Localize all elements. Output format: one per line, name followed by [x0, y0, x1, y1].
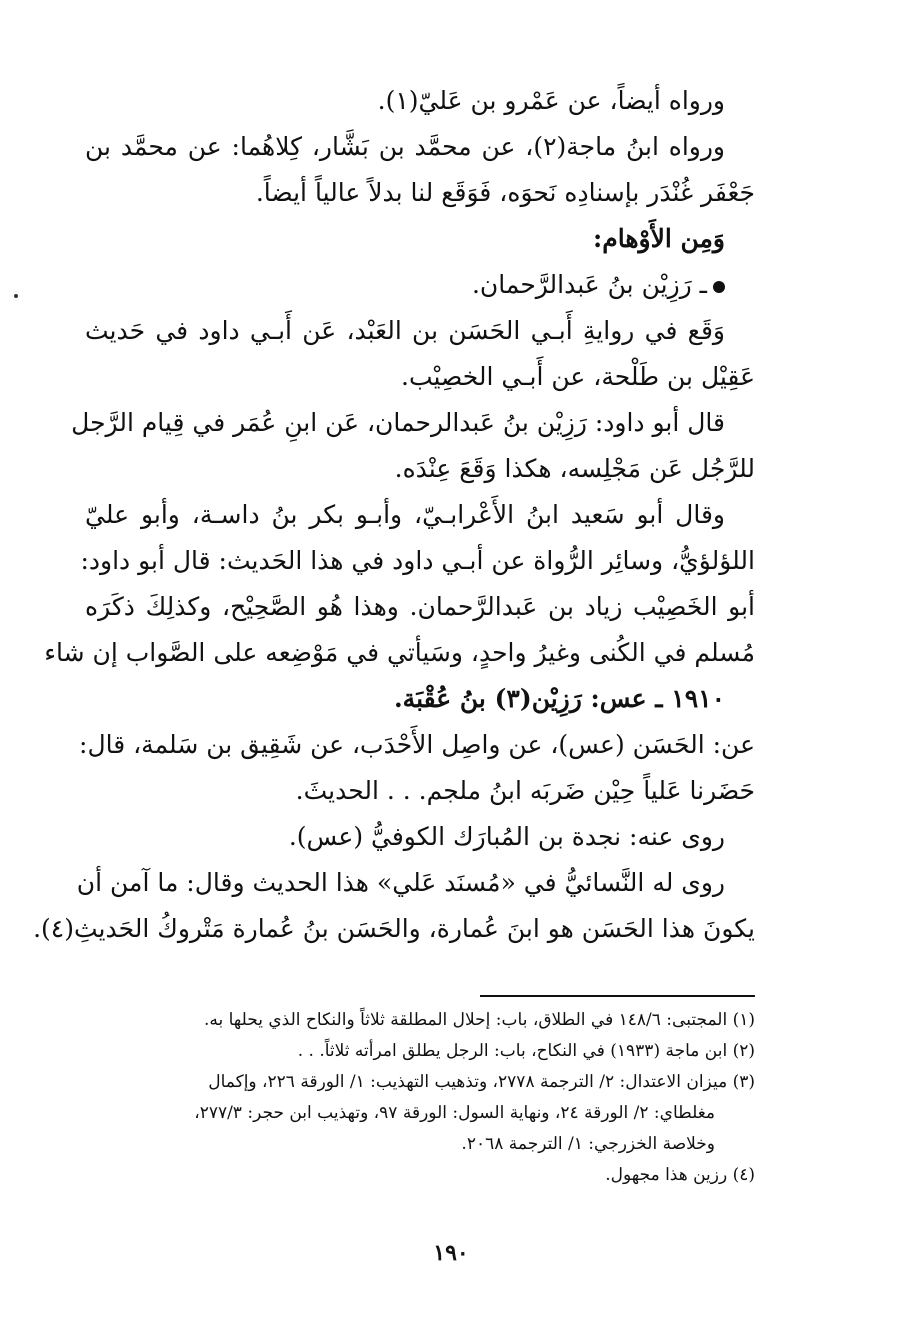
body-line: مُسلم في الكُنى وغيرُ واحدٍ، وسَيأتي في مَوْضِعه على الصَّواب إن شاء: [44, 638, 755, 667]
body-line: للرَّجُل عَن مَجْلِسه، هكذا وَقَعَ عِنْدَه.: [394, 454, 755, 483]
margin-speck: [14, 294, 18, 298]
footnote-continuation: وخلاصة الخزرجي: ١/ الترجمة ٢٠٦٨.: [461, 1134, 715, 1154]
page-number: ١٩٠: [433, 1240, 469, 1266]
section-heading: وَمِن الأَوْهام:: [593, 224, 725, 253]
footnote: (١) المجتبى: ١٤٨/٦ في الطلاق، باب: إحلال المطلقة ثلاثاً والنكاح الذي يحلها به.: [203, 1010, 755, 1030]
footnote-separator: [480, 995, 755, 997]
body-line: ورواه ابنُ ماجة(٢)، عن محمَّد بن بَشَّار، كِلاهُما: عن محمَّد بن: [85, 132, 725, 161]
footnotes: [85, 1005, 755, 1191]
body-line: جَعْفَر غُنْدَر بإسنادِه نَحوَه، فَوَقَع لنا بدلاً عالياً أيضاً.: [255, 178, 755, 207]
body-line: روى له النَّسائيُّ في «مُسنَد عَلي» هذا الحديث وقال: ما آمن أن: [76, 868, 725, 897]
body-line: يكونَ هذا الحَسَن هو ابنَ عُمارة، والحَسَن بنُ عُمارة مَتْروكُ الحَديثِ(٤).: [33, 914, 755, 943]
footnote-continuation: مغلطاي: ٢/ الورقة ٢٤، ونهاية السول: الورقة ٩٧، وتهذيب ابن حجر: ٢٧٧/٣،: [194, 1103, 715, 1123]
body-line: عن: الحَسَن (عس)، عن واصِل الأَحْدَب، عن شَقِيق بن سَلمة، قال:: [79, 730, 755, 759]
entry-heading: [85, 262, 755, 308]
body-line: وقال أبو سَعيد ابنُ الأَعْرابـيّ، وأبـو بكر بنُ داسـة، وأبو عليّ: [85, 500, 725, 529]
body-line: قال أبو داود: رَزِيْن بنُ عَبدالرحمان، عَن ابنِ عُمَر في قِيام الرَّجل: [71, 408, 725, 437]
body-line: روى عنه: نجدة بن المُبارَك الكوفيُّ (عس).: [288, 822, 725, 851]
body-line: أبو الخَصِيْب زياد بن عَبدالرَّحمان. وهذا هُو الصَّحِيْح، وكذلِكَ ذكَرَه: [85, 592, 755, 621]
body-line: عَقِيْل بن طَلْحة، عن أَبـي الخصِيْب.: [401, 362, 755, 391]
footnote: (٤) رزين هذا مجهول.: [605, 1165, 755, 1185]
entry-number-heading: ١٩١٠ ـ عس: رَزِيْن(٣) بنُ عُقْبَة.: [393, 684, 725, 713]
page-body: [33, 78, 755, 952]
body-line: حَضَرنا عَلياً حِيْن ضَربَه ابنُ ملجم. . . الحديثَ.: [295, 776, 755, 805]
footnote: (٢) ابن ماجة (١٩٣٣) في النكاح، باب: الرجل يطلق امرأته ثلاثاً. . .: [297, 1041, 755, 1061]
body-line: اللؤلؤيُّ، وسائِر الرُّواة عن أبـي داود في هذا الحَديث: قال أبو داود:: [80, 546, 755, 575]
entry-heading-text: ـ رَزِيْن بنُ عَبدالرَّحمان.: [471, 270, 707, 299]
bullet-icon: [713, 281, 725, 293]
footnote: (٣) ميزان الاعتدال: ٢/ الترجمة ٢٧٧٨، وتذهيب التهذيب: ١/ الورقة ٢٢٦، وإكمال: [208, 1072, 755, 1092]
body-line: وَقَع في روايةِ أَبـي الحَسَن بن العَبْد، عَن أَبـي داود في حَديث: [85, 316, 725, 345]
body-line: ورواه أيضاً، عن عَمْرو بن عَليّ(١).: [377, 86, 725, 115]
